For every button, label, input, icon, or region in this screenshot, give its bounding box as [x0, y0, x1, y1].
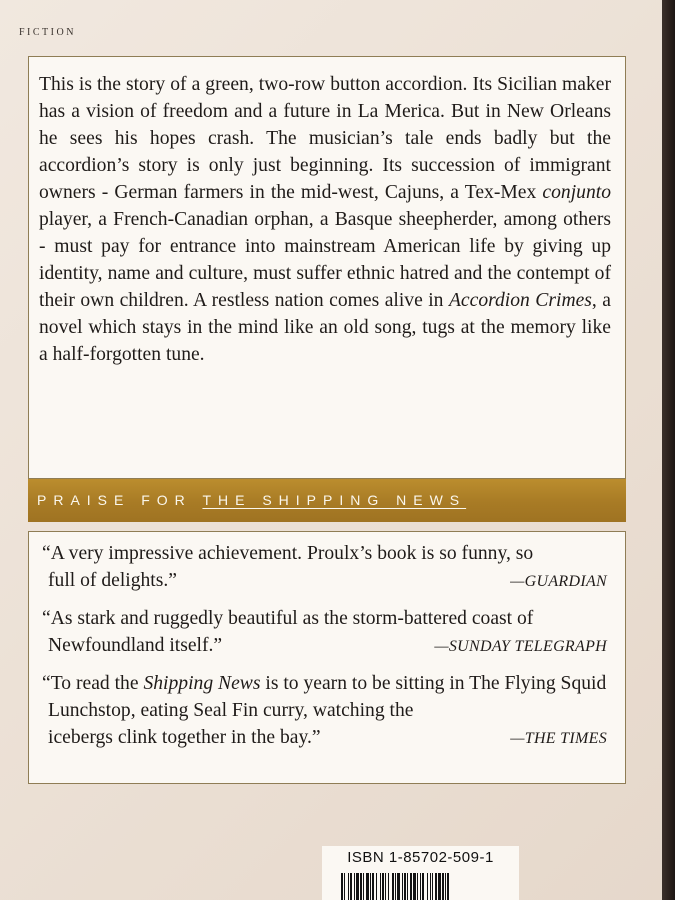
synopsis-box: [28, 56, 626, 479]
quote-source: —SUNDAY TELEGRAPH: [434, 638, 607, 655]
quote-italic-title: Shipping News: [143, 673, 261, 694]
quote-text: “A very impressive achievement. Proulx’s book is so funny, so: [42, 543, 534, 564]
barcode-area: [322, 846, 519, 900]
synopsis-italic-title: Accordion Crimes: [448, 290, 592, 311]
synopsis-part: player, a French-Canadian orphan, a Basque sheepherder, among others - must pay for entrance into mainstream American life by giving up identity, name and culture, must suffer ethnic hatred and the contempt of their own children. A restless nation comes alive in: [39, 209, 611, 311]
quotes-box: [28, 531, 626, 784]
synopsis-text: [39, 71, 611, 368]
category-label: FICTION: [19, 27, 76, 38]
quote-text: “As stark and ruggedly beautiful as the storm-battered coast of: [42, 608, 534, 629]
quote-sunday-telegraph: [42, 605, 607, 660]
quote-part: is to yearn to be sitting in The Flying Squid Lunchstop, eating Seal Fin curry, watching the: [48, 673, 607, 721]
isbn-number: ISBN 1-85702-509-1: [347, 849, 494, 866]
quote-the-times: [42, 670, 607, 752]
synopsis-part: This is the story of a green, two-row button accordion. Its Sicilian maker has a vision of freedom and a future in La Merica. But in New Orleans he sees his hopes crash. The musician’s tale ends badly but the accordion’s story is only just beginning. Its succession of immigrant owners - German farmers in the mid-west, Cajuns, a Tex-Mex: [39, 74, 611, 203]
book-spine-edge: [662, 0, 675, 900]
quote-source: —THE TIMES: [510, 730, 607, 747]
praise-prefix: PRAISE FOR: [37, 492, 192, 508]
quote-part: “To read the: [42, 673, 144, 694]
synopsis-italic-conjunto: conjunto: [542, 182, 611, 203]
barcode-image: [341, 873, 499, 900]
quote-source: —GUARDIAN: [510, 573, 607, 590]
quote-text-end: icebergs clink together in the bay.”: [48, 727, 321, 748]
quote-text: [42, 670, 607, 724]
quote-text-end: Newfoundland itself.”: [48, 635, 223, 656]
quote-guardian: [42, 540, 607, 595]
quote-text-end: full of delights.”: [48, 570, 177, 591]
praise-book-title: THE SHIPPING NEWS: [202, 492, 467, 508]
synopsis-part: , a novel which stays in the mind like an old song, tugs at the memory like a half-forgotten tune.: [39, 290, 611, 365]
praise-heading-bar: [28, 479, 626, 522]
